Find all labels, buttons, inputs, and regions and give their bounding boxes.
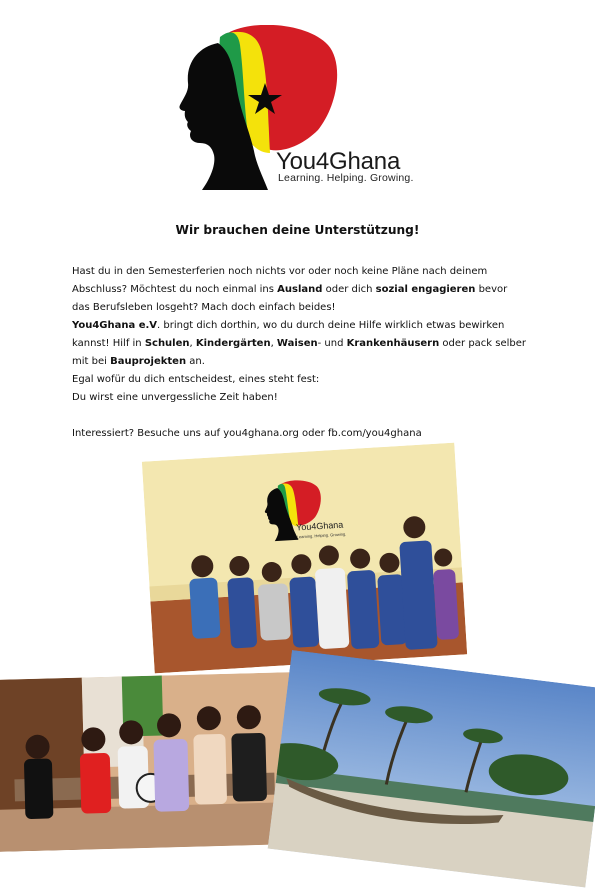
logo-tagline: Learning. Helping. Growing. (278, 172, 414, 184)
logo-brand-text: You4Ghana (276, 148, 401, 175)
wall-brand-text: You4Ghana (295, 519, 344, 533)
photo-schoolchildren (142, 443, 467, 674)
headline: Wir brauchen deine Unterstützung! (175, 223, 420, 237)
photo-beach (268, 650, 595, 888)
line-promise: Du wirst eine unvergessliche Zeit haben! (72, 392, 278, 403)
contact-line: Interessiert? Besuche uns auf you4ghana.org oder fb.com/you4ghana (72, 428, 422, 439)
photo-kindergarten (0, 672, 296, 852)
line-decision: Egal wofür du dich entscheidest, eines steht fest: (72, 374, 320, 385)
paragraph-offer: You4Ghana e.V. bringt dich dorthin, wo du durch deine Hilfe wirklich etwas bewirken kannst! Hilf in Schulen, Kindergärten, Waisen- und Krankenhäusern oder pack selber mit bei Bauprojekten an. (72, 320, 527, 367)
paragraph-intro: Hast du in den Semesterferien noch nichts vor oder noch keine Pläne nach deinem Abschluss? Möchtest du noch einmal ins Ausland oder dich sozial engagieren bevor das Berufsleben losgeht? Mach doch einfach beides! (72, 266, 508, 313)
body-text (72, 263, 528, 443)
wall-tagline-text: Learning. Helping. Growing. (296, 531, 347, 540)
